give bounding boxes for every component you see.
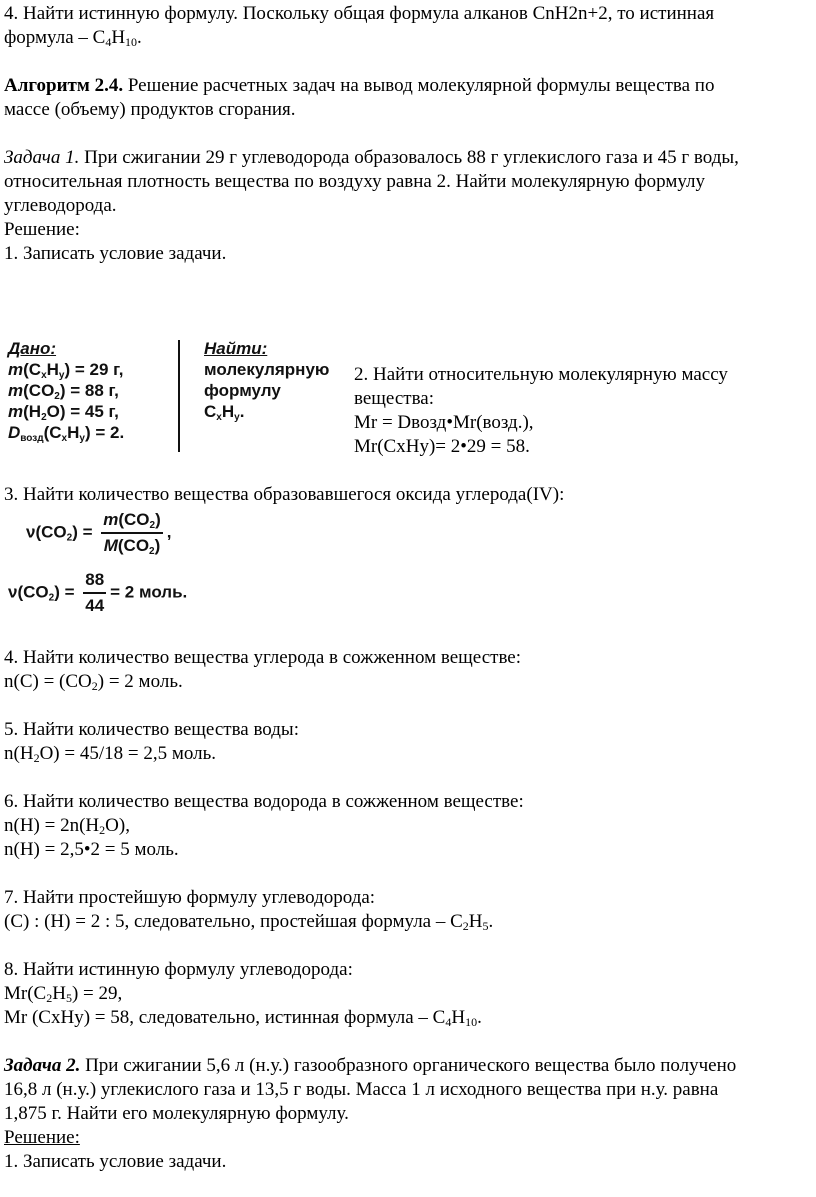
step8-line1: $Mr(C_2H_5) = 29$,	[4, 983, 123, 1005]
true-formula-line: формула – $C_4H_{10}$.	[4, 27, 142, 49]
given-line-density: $D_{возд}(C_xH_y) = 2$.	[8, 423, 125, 444]
formula-moles-co2-value: $\nu(CO_2)$ = $\frac{88}{44}$ = 2 моль.	[8, 570, 188, 615]
algorithm-heading-cont: массе (объему) продуктов сгорания.	[4, 99, 296, 120]
given-find-divider	[178, 340, 180, 452]
step3-title: 3. Найти количество вещества образовавшегося оксида углерода(IV):	[4, 484, 565, 505]
given-line-mass-hydrocarbon: $m(C_xH_y) = 29$ г,	[8, 360, 124, 381]
step2-line3: Mr = Dвозд•Mr(возд.),	[354, 412, 534, 433]
step8-title: 8. Найти истинную формулу углеводорода:	[4, 959, 353, 980]
step4-title: 4. Найти количество вещества углерода в сожженном веществе:	[4, 647, 522, 668]
task2-statement: Задача 2. При сжигании 5,6 л (н.у.) газообразного органического вещества было получено	[4, 1055, 737, 1076]
step2-title: 2. Найти относительную молекулярную массу	[354, 364, 728, 385]
task1-statement-cont: относительная плотность вещества по воздуху равна 2. Найти молекулярную формулу	[4, 171, 705, 192]
step7-result: (C) : (H) = 2 : 5, следовательно, простейшая формула – $C_2H_5$.	[4, 911, 494, 933]
step4-result: $n(C) = (CO_2) = 2$ моль.	[4, 671, 183, 693]
step2-line2: вещества:	[354, 388, 434, 409]
task1-statement-end: углеводорода.	[4, 195, 117, 216]
fraction-88-over-44: $\frac{88}{44}$	[85, 570, 105, 615]
task2-statement-end: 1,875 г. Найти его молекулярную формулу.	[4, 1103, 349, 1124]
step5-result: $n(H_2O) = 45/18 = 2,5$ моль.	[4, 743, 216, 765]
find-block	[204, 338, 329, 422]
task2-step1-label: 1. Записать условие задачи.	[4, 1151, 227, 1172]
step8-line2: Mr (CxHy) = 58, следовательно, истинная формула – $C_4H_{10}$.	[4, 1007, 482, 1029]
find-line-3: $C_xH_y$.	[204, 402, 245, 423]
find-line-2: формулу	[204, 381, 281, 400]
step6-title: 6. Найти количество вещества водорода в сожженном веществе:	[4, 791, 524, 812]
given-line-mass-co2: $m(CO_2) = 88$ г,	[8, 381, 119, 402]
given-header: Дано:	[8, 339, 57, 358]
step6-line1: $n(H) = 2n(H_2O)$,	[4, 815, 130, 837]
find-header: Найти:	[204, 339, 268, 358]
task1-statement: Задача 1. При сжигании 29 г углеводорода образовалось 88 г углекислого газа и 45 г воды,	[4, 147, 739, 168]
step5-title: 5. Найти количество вещества воды:	[4, 719, 299, 740]
task2-statement-cont: 16,8 л (н.у.) углекислого газа и 13,5 г воды. Масса 1 л исходного вещества при н.у. равна	[4, 1079, 719, 1100]
step2-line4: Mr(CxHy)= 2•29 = 58.	[354, 436, 530, 457]
algorithm-heading: Алгоритм 2.4. Решение расчетных задач на вывод молекулярной формулы вещества по	[4, 75, 715, 96]
given-block	[8, 338, 124, 443]
fraction-mass-over-molar: $\frac{m(CO_2)}{M(CO_2)}$	[103, 510, 161, 557]
solution-label: Решение:	[4, 219, 80, 240]
given-line-mass-water: $m(H_2O) = 45$ г,	[8, 402, 119, 423]
find-line-1: молекулярную	[204, 360, 330, 379]
formula-moles-co2: $\nu(CO_2)$ = $\frac{m(CO_2)}{M(CO_2)}$ ,	[26, 510, 172, 557]
paragraph-step4-prev: 4. Найти истинную формулу. Поскольку общая формула алканов CnH2n+2, то истинная	[4, 3, 715, 24]
step1-label: 1. Записать условие задачи.	[4, 243, 227, 264]
step7-title: 7. Найти простейшую формулу углеводорода:	[4, 887, 376, 908]
task2-solution-label: Решение:	[4, 1127, 80, 1148]
step6-line2: n(H) = 2,5•2 = 5 моль.	[4, 839, 179, 860]
